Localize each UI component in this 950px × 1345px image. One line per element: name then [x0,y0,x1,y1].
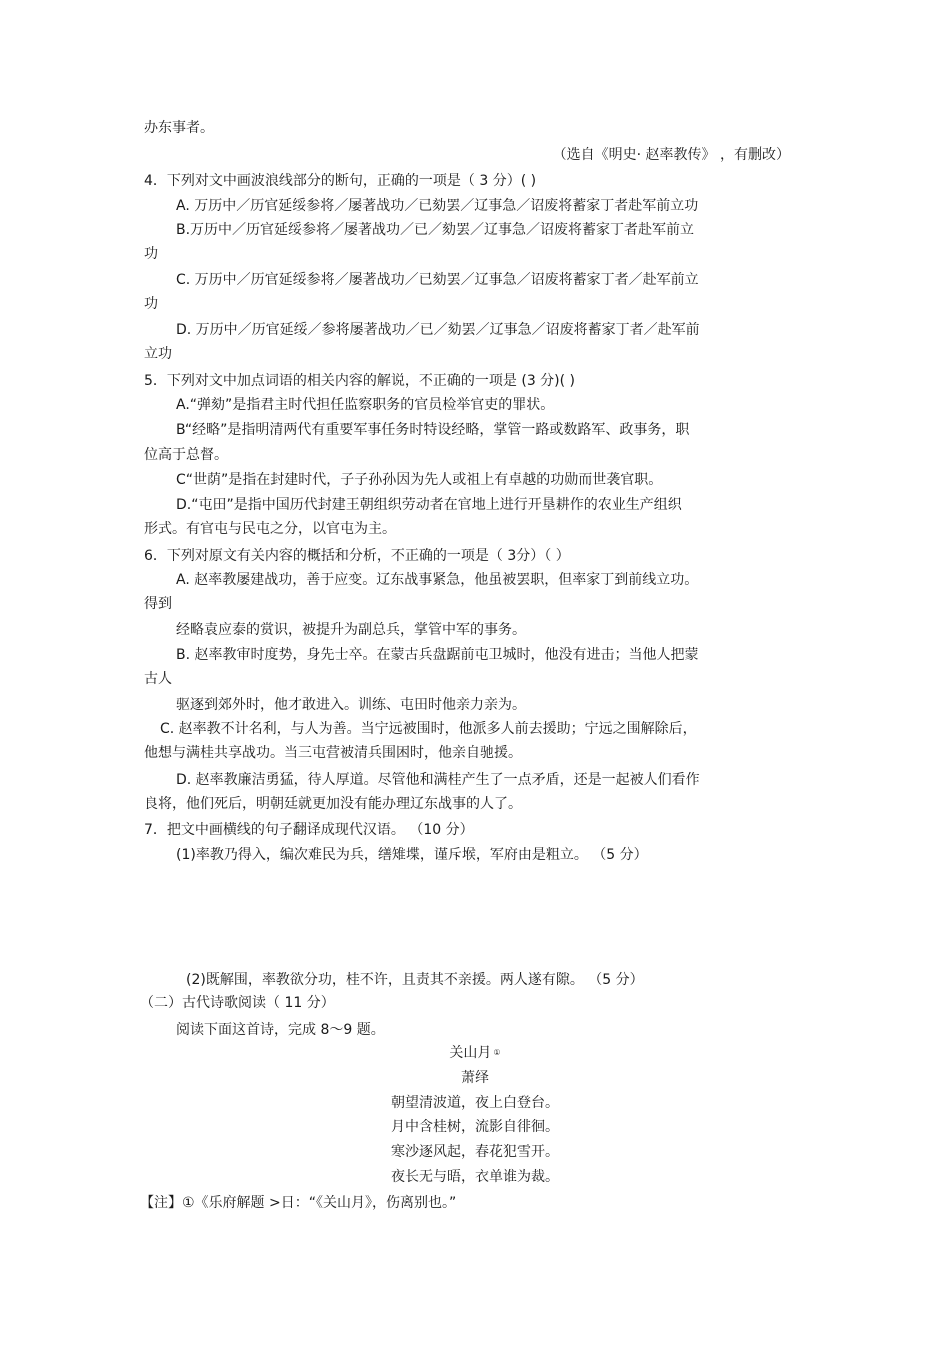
poem-title: 关山月 ① [449,1045,501,1061]
poem-verse: 月中含桂树，流影自徘徊。 [391,1119,559,1135]
option-d: D. 赵率教廉洁勇猛，待人厚道。尽管他和满桂产生了一点矛盾，还是一起被人们看作 [176,772,700,788]
text-line: 功 [144,296,158,312]
text-line: 办东事者。 [144,120,214,136]
footnote: 【注】①《乐府解题 >日：“《关山月》，伤离别也。” [140,1195,457,1211]
poem-verse: 寒沙逐风起，春花犯雪开。 [391,1144,559,1160]
option-c: C“世荫”是指在封建时代，子子孙孙因为先人或祖上有卓越的功勋而世袭官职。 [176,472,663,488]
option-c: C. 赵率教不计名利，与人为善。当宁远被围时，他派多人前去援助；宁远之围解除后， [160,721,697,737]
text-line: 形式。有官屯与民屯之分，以官屯为主。 [144,521,396,537]
option-a: A.“弹劾”是指君主时代担任监察职务的官员检举官吏的罪状。 [176,397,555,413]
text-line: 驱逐到郊外时，他才敢进入。训练、屯田时他亲力亲为。 [176,697,526,713]
section-heading: （二）古代诗歌阅读（ 11 分） [140,995,335,1011]
text-line: 古人 [144,671,172,687]
text-line: 立功 [144,346,172,362]
question-7: 7．把文中画横线的句子翻译成现代汉语。 （10 分） [144,822,474,838]
option-c: C. 万历中／历官延绥参将／屡著战功／已劾罢／辽事急／诏废将蓄家丁者／赴军前立 [176,272,699,288]
option-a: A. 万历中／历官延绥参将／屡著战功／已劾罢／辽事急／诏废将蓄家丁者赴军前立功 [176,198,699,214]
translation-item-1: (1)率教乃得入，编次难民为兵，缮雉堞，谨斥堠，军府由是粗立。 （5 分） [176,847,648,863]
instruction: 阅读下面这首诗，完成 8～9 题。 [176,1022,385,1038]
poem-verse: 朝望清波道，夜上白登台。 [391,1095,559,1111]
source-citation: （选自《明史· 赵率教传》 ，有删改） [552,147,790,163]
option-b: B. 赵率教审时度势，身先士卒。在蒙古兵盘踞前屯卫城时，他没有进击；当他人把蒙 [176,647,699,663]
text-line: 良将，他们死后，明朝廷就更加没有能办理辽东战事的人了。 [144,796,522,812]
option-d: D. 万历中／历官延绥／参将屡著战功／已／劾罢／辽事急／诏废将蓄家丁者／赴军前 [176,322,700,338]
poem-verse: 夜长无与晤，衣单谁为裁。 [391,1169,559,1185]
option-b: B.万历中／历官延绥参将／屡著战功／已／劾罢／辽事急／诏废将蓄家丁者赴军前立 [176,222,695,238]
text-line: 得到 [144,596,172,612]
footnote-marker: ① [493,1048,501,1057]
option-b: B“经略”是指明清两代有重要军事任务时特设经略，掌管一路或数路军、政事务，职 [176,422,690,438]
question-6: 6．下列对原文有关内容的概括和分析，不正确的一项是（ 3分）（ ） [144,548,570,564]
translation-item-2: (2)既解围，率教欲分功，桂不许，且责其不亲援。两人遂有隙。 （5 分） [186,972,644,988]
text-line: 经略袁应泰的赏识，被提升为副总兵，掌管中军的事务。 [176,622,526,638]
question-4: 4．下列对文中画波浪线部分的断句，正确的一项是（ 3 分）( ) [144,173,537,189]
option-d: D.“屯田”是指中国历代封建王朝组织劳动者在官地上进行开垦耕作的农业生产组织 [176,497,682,513]
text-line: 位高于总督。 [144,447,228,463]
question-5: 5．下列对文中加点词语的相关内容的解说，不正确的一项是 (3 分)( ) [144,373,576,389]
poem-author: 萧绎 [461,1070,489,1086]
option-a: A. 赵率教屡建战功，善于应变。辽东战事紧急，他虽被罢职，但率家丁到前线立功。 [176,572,699,588]
text-line: 他想与满桂共享战功。当三屯营被清兵围困时，他亲自驰援。 [144,745,522,761]
text-line: 功 [144,246,158,262]
